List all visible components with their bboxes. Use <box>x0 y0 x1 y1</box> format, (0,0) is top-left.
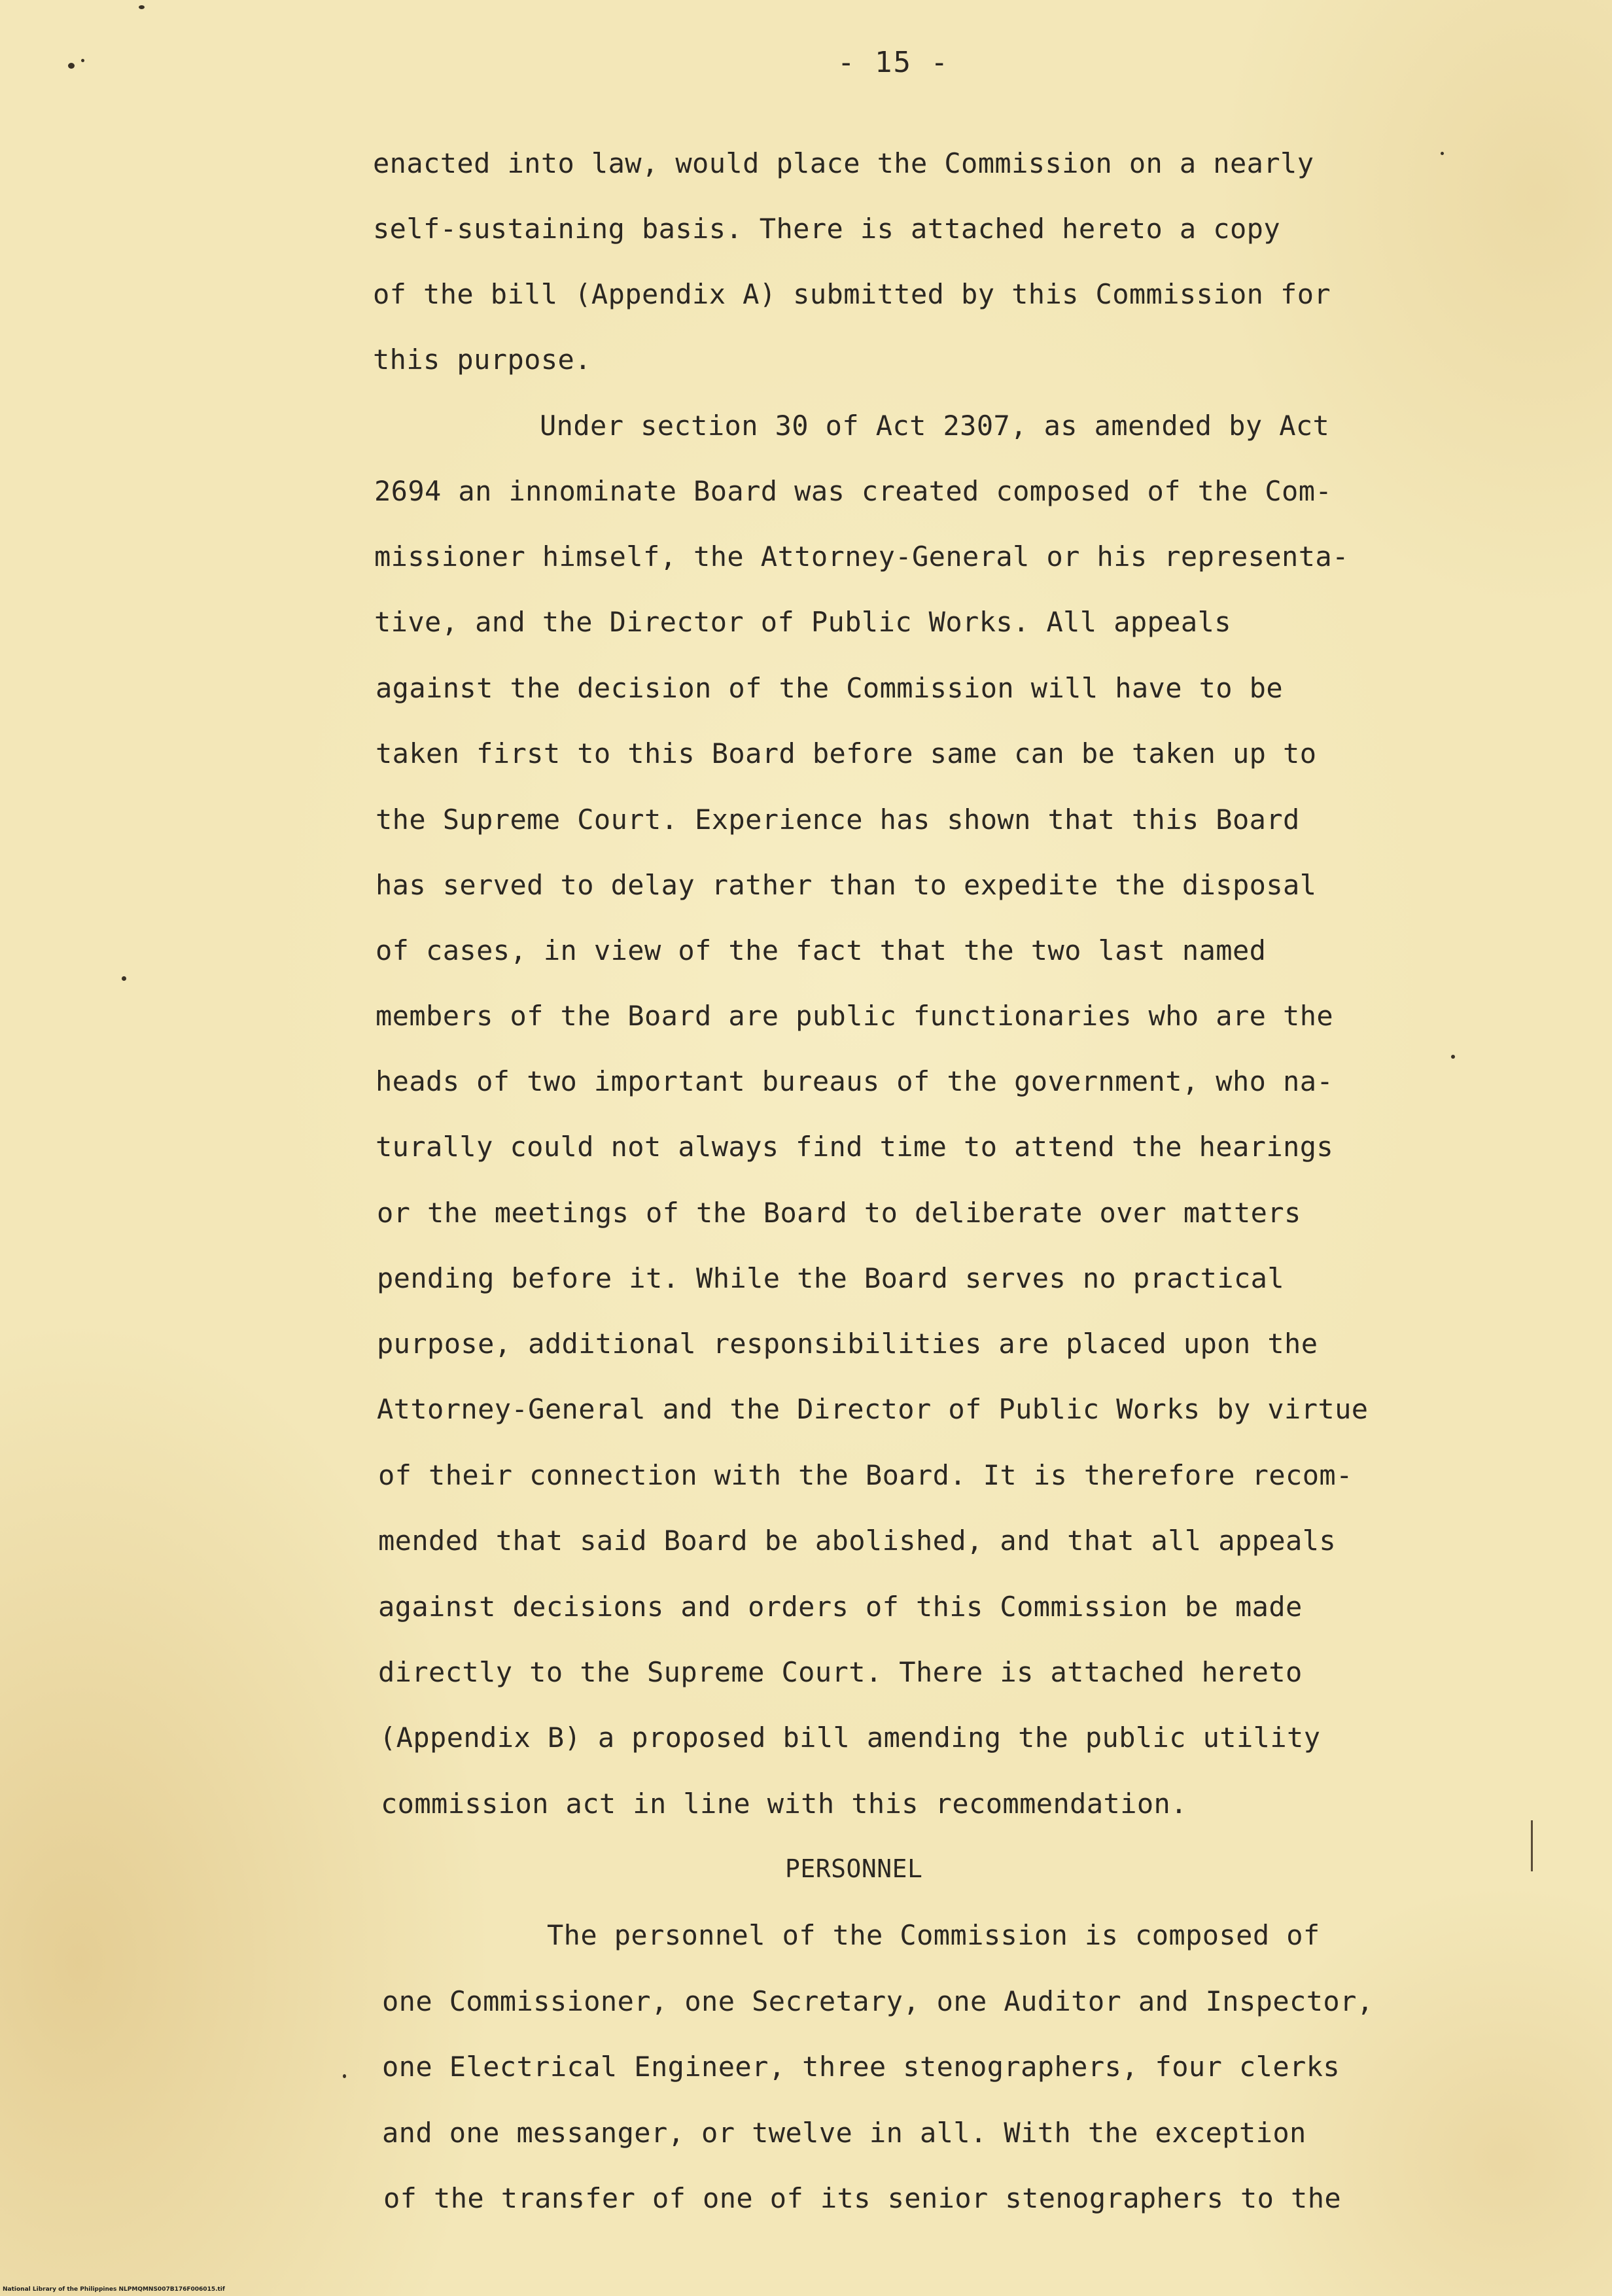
text-line: mended that said Board be abolished, and that all appeals <box>378 1525 1337 1557</box>
text-line: and one messanger, or twelve in all. With the exception <box>382 2117 1306 2149</box>
text-line: the Supreme Court. Experience has shown that this Board <box>376 804 1300 836</box>
text-line: against decisions and orders of this Commission be made <box>378 1591 1303 1623</box>
text-line: tive, and the Director of Public Works. All appeals <box>374 606 1231 638</box>
text-line: Attorney-General and the Director of Public Works by virtue <box>377 1393 1369 1425</box>
text-line: of their connection with the Board. It is therefore recom- <box>378 1459 1353 1491</box>
paper-speck <box>1451 1055 1455 1059</box>
text-line: of cases, in view of the fact that the two last named <box>376 934 1267 966</box>
archive-imprint: National Library of the Philippines NLPMQMNS007B176F006015.tif <box>3 2286 225 2293</box>
paper-speck <box>122 976 126 981</box>
text-line: one Electrical Engineer, three stenographers, four clerks <box>382 2051 1340 2083</box>
text-line: (Appendix B) a proposed bill amending the public utility <box>379 1722 1321 1754</box>
text-line: of the transfer of one of its senior stenographers to the <box>383 2182 1342 2214</box>
paper-speck <box>68 63 75 69</box>
section-heading: PERSONNEL <box>785 1854 923 1883</box>
text-line: members of the Board are public functionaries who are the <box>376 1000 1334 1032</box>
text-line: or the meetings of the Board to deliberate over matters <box>377 1197 1301 1229</box>
text-line: self-sustaining basis. There is attached hereto a copy <box>373 213 1281 245</box>
text-line: has served to delay rather than to expedite the disposal <box>376 869 1317 901</box>
page-number: - 15 - <box>837 46 949 79</box>
paper-speck <box>139 5 145 9</box>
text-line: enacted into law, would place the Commission on a nearly <box>373 147 1314 179</box>
text-line: commission act in line with this recommendation. <box>381 1788 1187 1820</box>
text-line: taken first to this Board before same can be taken up to <box>376 737 1317 769</box>
text-line: of the bill (Appendix A) submitted by this Commission for <box>373 278 1331 310</box>
text-line: turally could not always find time to attend the hearings <box>376 1131 1334 1163</box>
text-line: purpose, additional responsibilities are placed upon the <box>377 1328 1318 1360</box>
text-line: The personnel of the Commission is composed of <box>547 1919 1320 1951</box>
text-line: Under section 30 of Act 2307, as amended by Act <box>540 410 1330 442</box>
text-line: missioner himself, the Attorney-General or his representa- <box>374 540 1349 573</box>
text-line: against the decision of the Commission will have to be <box>376 672 1284 704</box>
margin-mark <box>1531 1820 1533 1871</box>
paper-speck <box>1441 152 1444 155</box>
text-line: heads of two important bureaus of the government, who na- <box>376 1065 1334 1097</box>
text-line: one Commissioner, one Secretary, one Auditor and Inspector, <box>382 1985 1374 2017</box>
paper-speck <box>343 2074 346 2078</box>
text-line: 2694 an innominate Board was created composed of the Com- <box>374 475 1333 507</box>
text-line: this purpose. <box>373 344 591 376</box>
text-line: directly to the Supreme Court. There is attached hereto <box>378 1656 1303 1688</box>
paper-speck <box>81 59 84 62</box>
text-line: pending before it. While the Board serves no practical <box>377 1262 1285 1294</box>
